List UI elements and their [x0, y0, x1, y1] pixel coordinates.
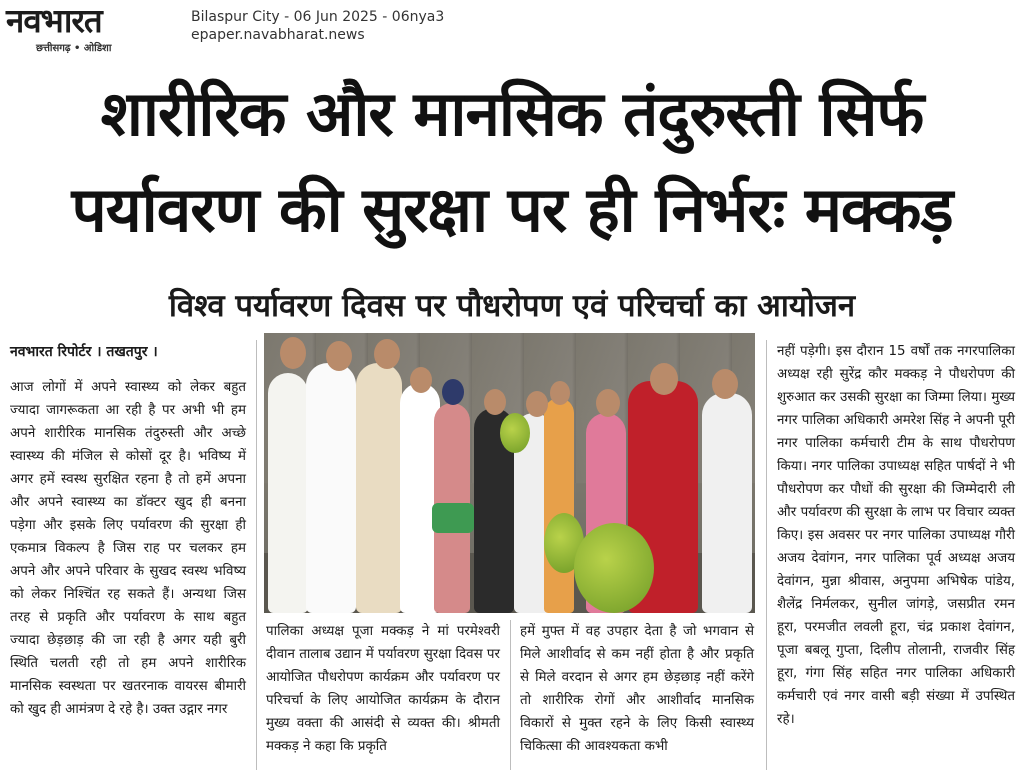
column-3-text: हमें मुफ्त में वह उपहार देता है जो भगवान से मिले आशीर्वाद से कम नहीं होता है और प्रकृति से मिले वरदान से अगर हम छेड़छाड़ नहीं करेंगे तो शारीरिक रोगों और आशीर्वाद मानसिक विकारों से मुक्त रहने के लिए किसी स्वास्थ्य चिकित्सा की आवश्यकता कभी [520, 624, 754, 754]
photo-head [712, 369, 738, 399]
article-column-4 [777, 340, 1015, 731]
newspaper-logo [6, 1, 176, 54]
photo-person [268, 373, 308, 613]
news-photo [264, 333, 755, 613]
photo-head [596, 389, 620, 417]
photo-person [306, 363, 356, 613]
logo-title: नवभारत [6, 1, 102, 40]
photo-head [526, 391, 548, 417]
edition-line: Bilaspur City - 06 Jun 2025 - 06nya3 [191, 9, 445, 25]
masthead [0, 0, 1024, 56]
photo-head [280, 337, 306, 369]
headline-line-1: शारीरिक और मानसिक तंदुरुस्ती सिर्फ [100, 77, 924, 150]
photo-head [442, 379, 464, 405]
headline-line-2: पर्यावरण की सुरक्षा पर ही निर्भरः मक्कड़ [71, 173, 953, 246]
article-column-3 [520, 620, 754, 758]
article-column-1 [10, 342, 246, 721]
photo-head [326, 341, 352, 371]
column-divider [256, 340, 257, 770]
photo-head [374, 339, 400, 369]
edition-meta [191, 8, 444, 44]
plant [500, 413, 530, 453]
subheadline: विश्व पर्यावरण दिवस पर पौधरोपण एवं परिचर्चा का आयोजन [168, 288, 856, 324]
photo-person [702, 393, 752, 613]
epaper-site[interactable]: epaper.navabharat.news [191, 27, 365, 43]
column-divider [510, 620, 511, 770]
photo-head [484, 389, 506, 415]
photo-head [650, 363, 678, 395]
headline [0, 66, 1024, 258]
column-divider [766, 340, 767, 770]
column-1-text: आज लोगों में अपने स्वास्थ्य को लेकर बहुत ज्यादा जागरूकता आ रही है पर अभी भी हम अपने शारीरिक मानसिक तंदुरुस्ती और अच्छे स्वास्थ्य की मंजिल से कोसों दूर है। भविष्य में अगर हमें स्वस्थ सुरक्षित रहना है तो हमें अपना और अपने स्वास्थ्य का डॉक्टर खुद ही बनना पड़ेगा और इसके लिए पर्यावरण की सुरक्षा ही एकमात्र विकल्प है जिस राह पर चलकर हम अपने और अपने परिवार के सुखद स्वस्थ भविष्य को लेकर निश्चिंत रह सकते हैं। अन्यथा जिस तरह से प्रकृति और पर्यावरण के साथ बहुत ज्यादा छेड़छाड़ की जा रही है अगर यही बुरी स्थिति चलती रही तो हम अपने शारीरिक मानसिक स्वस्थता पर खतरनाक वायरस बीमारी को खुद ही आमंत्रण दे रहे है। उक्त उद्गार नगर [10, 380, 246, 717]
photo-head [410, 367, 432, 393]
column-2-text: पालिका अध्यक्ष पूजा मक्कड़ ने मां परमेश्वरी दीवान तालाब उद्यान में पर्यावरण सुरक्षा दिवस पर आयोजित पौधरोपण कार्यक्रम और पर्यावरण पर परिचर्चा के लिए आयोजित कार्यक्रम के दौरान मुख्य वक्ता की आसंदी से व्यक्त की। श्रीमती मक्कड़ ने कहा कि प्रकृति [266, 624, 500, 754]
plant [574, 523, 654, 613]
photo-person [356, 363, 402, 613]
photo-head [550, 381, 570, 405]
byline: नवभारत रिपोर्टर । तखतपुर । [10, 344, 158, 360]
watering-can [432, 503, 474, 533]
logo-region: छत्तीसगढ़ • ओडिशा [36, 43, 112, 54]
photo-person [544, 398, 574, 613]
article-column-2 [266, 620, 500, 758]
column-4-text: नहीं पड़ेगी। इस दौरान 15 वर्षों तक नगरपालिका अध्यक्ष रही सुरेंद्र कौर मक्कड़ ने पौधरोपण की शुरुआत कर उसकी सुरक्षा का जिम्मा लिया। मुख्य नगर पालिका अधिकारी अमरेश सिंह ने अपनी पूरी नगर पालिका कर्मचारी टीम के साथ पौधरोपण किया। नगर पालिका उपाध्यक्ष सहित पार्षदों ने भी पौधरोपण कर पौधों की सुरक्षा की जिम्मेदारी ली और पर्यावरण की सुरक्षा के लाभ पर विचार व्यक्त किए। इस अवसर पर नगर पालिका उपाध्यक्ष गौरी अजय देवांगन, नगर पालिका पूर्व अध्यक्ष अजय देवांगन, मुन्ना श्रीवास, अनुपमा अभिषेक पांडेय, शैलेंद्र निर्मलकर, सुनील जांगड़े, जसप्रीत रमन हूरा, परमजीत लवली हूरा, चंद्र प्रकाश देवांगन, पूजा बबलू गुप्ता, दिलीप तोलानी, राजवीर सिंह हूरा, गंगा सिंह सहित नगर पालिका अधिकारी कर्मचारी एवं नगर वासी बड़ी संख्या में उपस्थित रहे। [777, 344, 1015, 727]
